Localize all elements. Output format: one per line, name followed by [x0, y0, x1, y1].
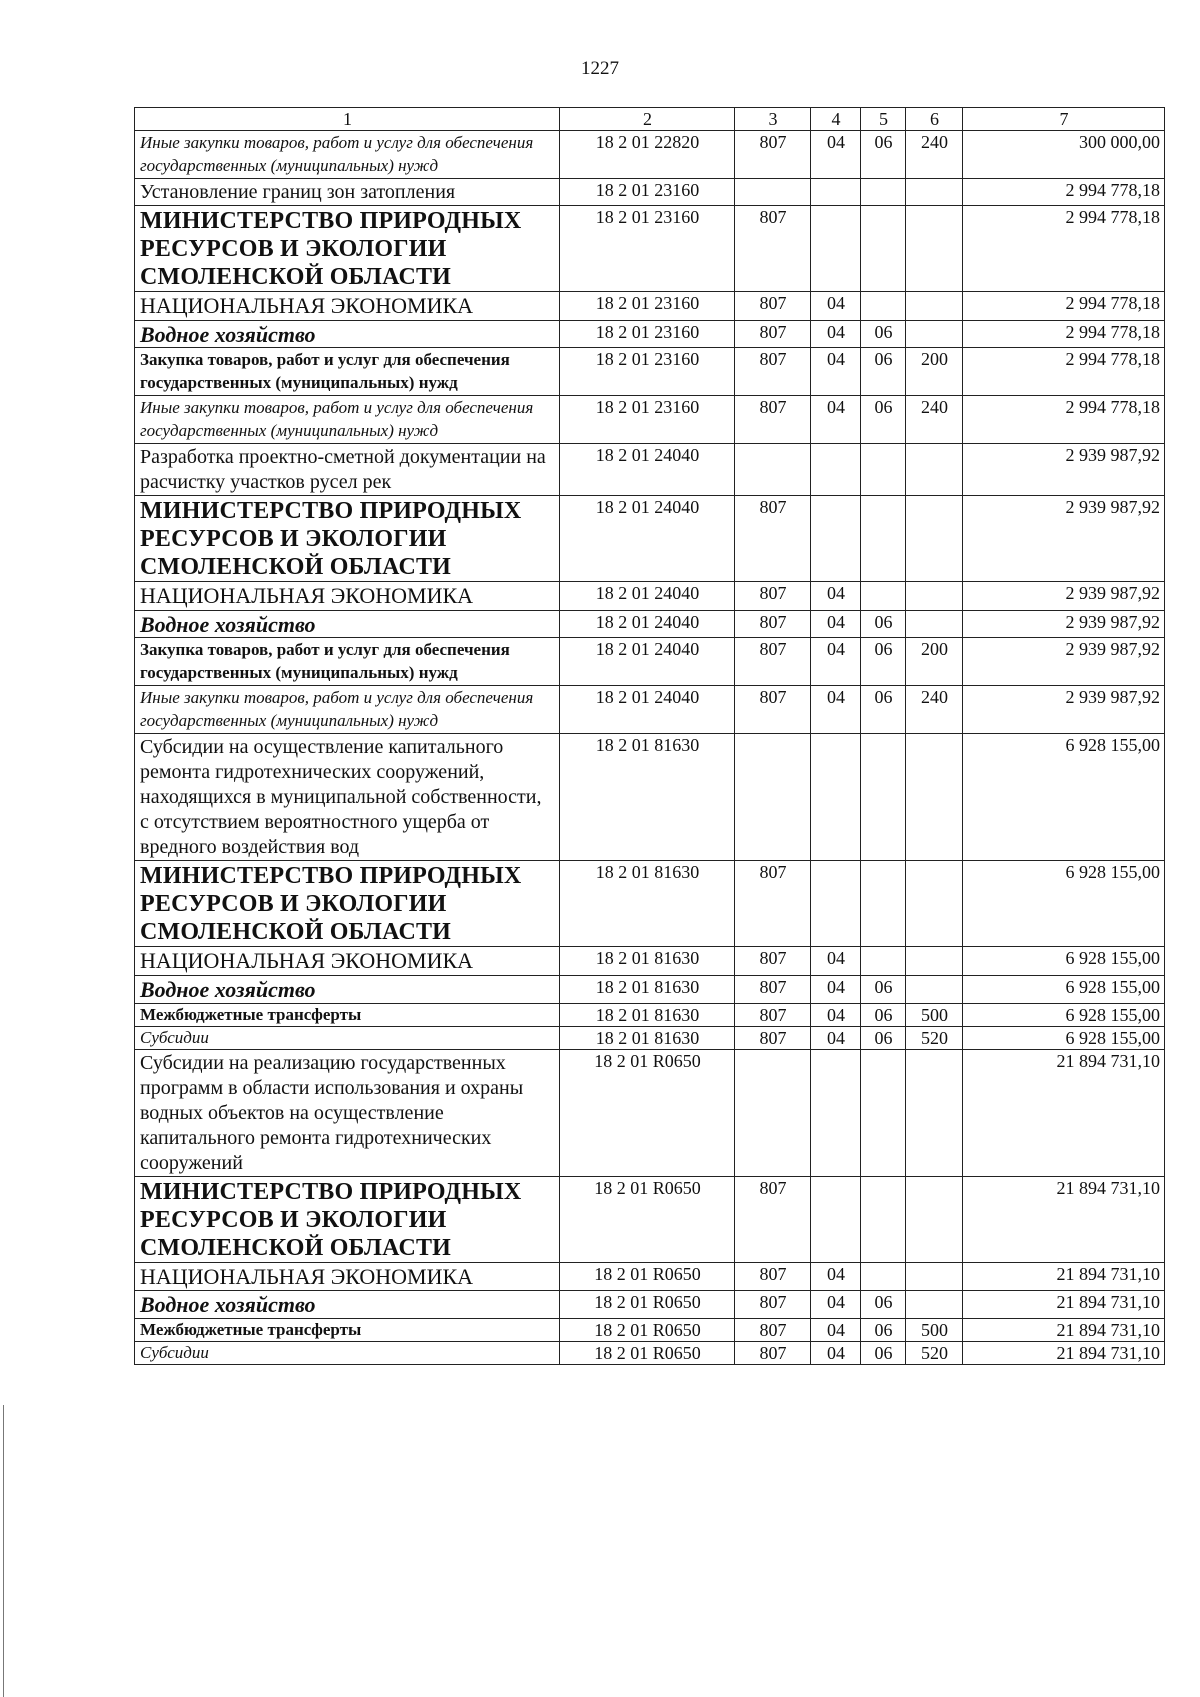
amount-cell: 6 928 155,00: [963, 947, 1165, 975]
table-row: [135, 444, 1165, 496]
target-code-cell: 18 2 01 81630: [560, 1003, 735, 1026]
section-code-cell: 04: [811, 1318, 861, 1341]
section-code-cell: 04: [811, 686, 861, 734]
item-name-cell: МИНИСТЕРСТВО ПРИРОДНЫХ РЕСУРСОВ И ЭКОЛОГИИ СМОЛЕНСКОЙ ОБЛАСТИ: [135, 496, 560, 582]
subsection-code-cell: 06: [861, 348, 906, 396]
subsection-code-cell: 06: [861, 396, 906, 444]
item-name-cell: Субсидии: [135, 1342, 560, 1365]
header-cell: 7: [963, 108, 1165, 131]
table-row: [135, 610, 1165, 638]
item-name-cell: Межбюджетные трансферты: [135, 1003, 560, 1026]
table-row: [135, 1342, 1165, 1365]
subsection-code-cell: 06: [861, 1026, 906, 1049]
ministry-code-cell: 807: [735, 1291, 811, 1319]
table-row: [135, 1049, 1165, 1176]
item-name-cell: Иные закупки товаров, работ и услуг для обеспечения государственных (муниципальных) нужд: [135, 131, 560, 179]
item-name-cell: НАЦИОНАЛЬНАЯ ЭКОНОМИКА: [135, 947, 560, 975]
section-code-cell: [811, 496, 861, 582]
ministry-code-cell: 807: [735, 396, 811, 444]
amount-cell: 21 894 731,10: [963, 1318, 1165, 1341]
amount-cell: 2 994 778,18: [963, 292, 1165, 320]
item-name-cell: Установление границ зон затопления: [135, 178, 560, 205]
amount-cell: 2 939 987,92: [963, 686, 1165, 734]
item-name-cell: НАЦИОНАЛЬНАЯ ЭКОНОМИКА: [135, 292, 560, 320]
ministry-code-cell: 807: [735, 1262, 811, 1290]
scan-edge-line: [3, 1405, 4, 1697]
target-code-cell: 18 2 01 81630: [560, 1026, 735, 1049]
amount-cell: 21 894 731,10: [963, 1342, 1165, 1365]
header-cell: 6: [906, 108, 963, 131]
item-name-cell: Иные закупки товаров, работ и услуг для обеспечения государственных (муниципальных) нужд: [135, 396, 560, 444]
subsection-code-cell: [861, 734, 906, 861]
target-code-cell: 18 2 01 R0650: [560, 1291, 735, 1319]
subsection-code-cell: 06: [861, 975, 906, 1003]
target-code-cell: 18 2 01 23160: [560, 348, 735, 396]
amount-cell: 2 939 987,92: [963, 582, 1165, 610]
amount-cell: 2 994 778,18: [963, 396, 1165, 444]
table-row: [135, 1026, 1165, 1049]
target-code-cell: 18 2 01 R0650: [560, 1342, 735, 1365]
section-code-cell: 04: [811, 638, 861, 686]
expense-type-code-cell: [906, 734, 963, 861]
expense-type-code-cell: [906, 947, 963, 975]
subsection-code-cell: 06: [861, 1342, 906, 1365]
subsection-code-cell: [861, 1049, 906, 1176]
subsection-code-cell: [861, 496, 906, 582]
section-code-cell: [811, 1176, 861, 1262]
subsection-code-cell: [861, 292, 906, 320]
amount-cell: 6 928 155,00: [963, 1003, 1165, 1026]
table-row: [135, 1003, 1165, 1026]
expense-type-code-cell: 500: [906, 1003, 963, 1026]
header-cell: 3: [735, 108, 811, 131]
ministry-code-cell: 807: [735, 496, 811, 582]
amount-cell: 2 994 778,18: [963, 178, 1165, 205]
amount-cell: 6 928 155,00: [963, 861, 1165, 947]
table-row: [135, 638, 1165, 686]
table-row: [135, 1262, 1165, 1290]
target-code-cell: 18 2 01 23160: [560, 396, 735, 444]
amount-cell: 6 928 155,00: [963, 975, 1165, 1003]
subsection-code-cell: 06: [861, 131, 906, 179]
header-row: [135, 108, 1165, 131]
ministry-code-cell: 807: [735, 292, 811, 320]
ministry-code-cell: 807: [735, 1026, 811, 1049]
target-code-cell: 18 2 01 R0650: [560, 1049, 735, 1176]
header-cell: 4: [811, 108, 861, 131]
expense-type-code-cell: [906, 861, 963, 947]
section-code-cell: 04: [811, 582, 861, 610]
expense-type-code-cell: 520: [906, 1342, 963, 1365]
ministry-code-cell: 807: [735, 1318, 811, 1341]
target-code-cell: 18 2 01 24040: [560, 444, 735, 496]
ministry-code-cell: 807: [735, 1342, 811, 1365]
item-name-cell: Водное хозяйство: [135, 1291, 560, 1319]
section-code-cell: 04: [811, 1342, 861, 1365]
budget-table: [134, 107, 1165, 1365]
target-code-cell: 18 2 01 24040: [560, 638, 735, 686]
item-name-cell: Разработка проектно-сметной документации на расчистку участков русел рек: [135, 444, 560, 496]
amount-cell: 2 994 778,18: [963, 205, 1165, 291]
expense-type-code-cell: [906, 582, 963, 610]
target-code-cell: 18 2 01 81630: [560, 734, 735, 861]
ministry-code-cell: 807: [735, 1003, 811, 1026]
header-cell: 5: [861, 108, 906, 131]
item-name-cell: Закупка товаров, работ и услуг для обеспечения государственных (муниципальных) нужд: [135, 638, 560, 686]
target-code-cell: 18 2 01 24040: [560, 686, 735, 734]
target-code-cell: 18 2 01 23160: [560, 205, 735, 291]
item-name-cell: МИНИСТЕРСТВО ПРИРОДНЫХ РЕСУРСОВ И ЭКОЛОГИИ СМОЛЕНСКОЙ ОБЛАСТИ: [135, 1176, 560, 1262]
section-code-cell: 04: [811, 947, 861, 975]
amount-cell: 21 894 731,10: [963, 1291, 1165, 1319]
target-code-cell: 18 2 01 R0650: [560, 1176, 735, 1262]
ministry-code-cell: [735, 1049, 811, 1176]
ministry-code-cell: 807: [735, 320, 811, 348]
target-code-cell: 18 2 01 24040: [560, 582, 735, 610]
section-code-cell: 04: [811, 975, 861, 1003]
amount-cell: 2 939 987,92: [963, 638, 1165, 686]
expense-type-code-cell: [906, 975, 963, 1003]
amount-cell: 21 894 731,10: [963, 1049, 1165, 1176]
ministry-code-cell: 807: [735, 947, 811, 975]
expense-type-code-cell: [906, 205, 963, 291]
expense-type-code-cell: [906, 496, 963, 582]
header-cell: 1: [135, 108, 560, 131]
table-row: [135, 582, 1165, 610]
subsection-code-cell: [861, 861, 906, 947]
expense-type-code-cell: [906, 320, 963, 348]
item-name-cell: Водное хозяйство: [135, 975, 560, 1003]
table-row: [135, 1291, 1165, 1319]
expense-type-code-cell: [906, 292, 963, 320]
expense-type-code-cell: 200: [906, 348, 963, 396]
table-row: [135, 1176, 1165, 1262]
item-name-cell: Субсидии: [135, 1026, 560, 1049]
section-code-cell: [811, 205, 861, 291]
expense-type-code-cell: [906, 1291, 963, 1319]
subsection-code-cell: [861, 1262, 906, 1290]
section-code-cell: 04: [811, 348, 861, 396]
subsection-code-cell: 06: [861, 1003, 906, 1026]
section-code-cell: 04: [811, 1003, 861, 1026]
subsection-code-cell: [861, 1176, 906, 1262]
subsection-code-cell: 06: [861, 638, 906, 686]
amount-cell: 2 939 987,92: [963, 444, 1165, 496]
ministry-code-cell: 807: [735, 131, 811, 179]
subsection-code-cell: 06: [861, 1291, 906, 1319]
header-cell: 2: [560, 108, 735, 131]
section-code-cell: 04: [811, 1026, 861, 1049]
target-code-cell: 18 2 01 81630: [560, 947, 735, 975]
item-name-cell: Субсидии на осуществление капитального ремонта гидротехнических сооружений, находящихся в муниципальной собственности, с отсутствием вероятностного ущерба от вредного воздействия вод: [135, 734, 560, 861]
ministry-code-cell: [735, 444, 811, 496]
section-code-cell: [811, 861, 861, 947]
table-row: [135, 178, 1165, 205]
table-row: [135, 348, 1165, 396]
item-name-cell: НАЦИОНАЛЬНАЯ ЭКОНОМИКА: [135, 1262, 560, 1290]
ministry-code-cell: 807: [735, 205, 811, 291]
table-row: [135, 734, 1165, 861]
target-code-cell: 18 2 01 24040: [560, 610, 735, 638]
budget-table-body: [135, 108, 1165, 1365]
table-row: [135, 131, 1165, 179]
table-row: [135, 292, 1165, 320]
ministry-code-cell: 807: [735, 686, 811, 734]
section-code-cell: 04: [811, 320, 861, 348]
expense-type-code-cell: 500: [906, 1318, 963, 1341]
target-code-cell: 18 2 01 22820: [560, 131, 735, 179]
amount-cell: 21 894 731,10: [963, 1176, 1165, 1262]
ministry-code-cell: 807: [735, 610, 811, 638]
subsection-code-cell: [861, 205, 906, 291]
amount-cell: 2 994 778,18: [963, 320, 1165, 348]
section-code-cell: [811, 444, 861, 496]
section-code-cell: [811, 1049, 861, 1176]
ministry-code-cell: 807: [735, 861, 811, 947]
table-row: [135, 320, 1165, 348]
section-code-cell: 04: [811, 292, 861, 320]
item-name-cell: Иные закупки товаров, работ и услуг для обеспечения государственных (муниципальных) нужд: [135, 686, 560, 734]
ministry-code-cell: 807: [735, 975, 811, 1003]
item-name-cell: Межбюджетные трансферты: [135, 1318, 560, 1341]
page-number: 1227: [581, 58, 619, 79]
table-row: [135, 496, 1165, 582]
expense-type-code-cell: [906, 1262, 963, 1290]
target-code-cell: 18 2 01 81630: [560, 861, 735, 947]
amount-cell: 2 994 778,18: [963, 348, 1165, 396]
expense-type-code-cell: [906, 1176, 963, 1262]
section-code-cell: 04: [811, 1291, 861, 1319]
amount-cell: 21 894 731,10: [963, 1262, 1165, 1290]
subsection-code-cell: [861, 947, 906, 975]
section-code-cell: [811, 178, 861, 205]
expense-type-code-cell: 200: [906, 638, 963, 686]
table-row: [135, 975, 1165, 1003]
table-row: [135, 947, 1165, 975]
amount-cell: 300 000,00: [963, 131, 1165, 179]
ministry-code-cell: 807: [735, 1176, 811, 1262]
section-code-cell: 04: [811, 610, 861, 638]
table-row: [135, 205, 1165, 291]
subsection-code-cell: 06: [861, 1318, 906, 1341]
subsection-code-cell: [861, 178, 906, 205]
item-name-cell: Водное хозяйство: [135, 320, 560, 348]
amount-cell: 2 939 987,92: [963, 610, 1165, 638]
subsection-code-cell: 06: [861, 686, 906, 734]
section-code-cell: 04: [811, 396, 861, 444]
subsection-code-cell: [861, 582, 906, 610]
amount-cell: 6 928 155,00: [963, 1026, 1165, 1049]
item-name-cell: МИНИСТЕРСТВО ПРИРОДНЫХ РЕСУРСОВ И ЭКОЛОГИИ СМОЛЕНСКОЙ ОБЛАСТИ: [135, 205, 560, 291]
amount-cell: 6 928 155,00: [963, 734, 1165, 861]
section-code-cell: 04: [811, 131, 861, 179]
ministry-code-cell: 807: [735, 582, 811, 610]
subsection-code-cell: 06: [861, 610, 906, 638]
item-name-cell: НАЦИОНАЛЬНАЯ ЭКОНОМИКА: [135, 582, 560, 610]
table-row: [135, 861, 1165, 947]
ministry-code-cell: 807: [735, 348, 811, 396]
expense-type-code-cell: [906, 444, 963, 496]
expense-type-code-cell: 520: [906, 1026, 963, 1049]
target-code-cell: 18 2 01 R0650: [560, 1262, 735, 1290]
item-name-cell: Закупка товаров, работ и услуг для обеспечения государственных (муниципальных) нужд: [135, 348, 560, 396]
ministry-code-cell: 807: [735, 638, 811, 686]
target-code-cell: 18 2 01 24040: [560, 496, 735, 582]
item-name-cell: Водное хозяйство: [135, 610, 560, 638]
ministry-code-cell: [735, 178, 811, 205]
target-code-cell: 18 2 01 23160: [560, 178, 735, 205]
expense-type-code-cell: [906, 178, 963, 205]
target-code-cell: 18 2 01 81630: [560, 975, 735, 1003]
section-code-cell: [811, 734, 861, 861]
table-row: [135, 1318, 1165, 1341]
target-code-cell: 18 2 01 23160: [560, 320, 735, 348]
target-code-cell: 18 2 01 23160: [560, 292, 735, 320]
expense-type-code-cell: 240: [906, 396, 963, 444]
table-row: [135, 686, 1165, 734]
expense-type-code-cell: [906, 610, 963, 638]
expense-type-code-cell: 240: [906, 686, 963, 734]
subsection-code-cell: 06: [861, 320, 906, 348]
table-row: [135, 396, 1165, 444]
amount-cell: 2 939 987,92: [963, 496, 1165, 582]
target-code-cell: 18 2 01 R0650: [560, 1318, 735, 1341]
expense-type-code-cell: [906, 1049, 963, 1176]
subsection-code-cell: [861, 444, 906, 496]
section-code-cell: 04: [811, 1262, 861, 1290]
item-name-cell: Субсидии на реализацию государственных программ в области использования и охраны водных объектов на осуществление капитального ремонта гидротехнических сооружений: [135, 1049, 560, 1176]
ministry-code-cell: [735, 734, 811, 861]
expense-type-code-cell: 240: [906, 131, 963, 179]
item-name-cell: МИНИСТЕРСТВО ПРИРОДНЫХ РЕСУРСОВ И ЭКОЛОГИИ СМОЛЕНСКОЙ ОБЛАСТИ: [135, 861, 560, 947]
